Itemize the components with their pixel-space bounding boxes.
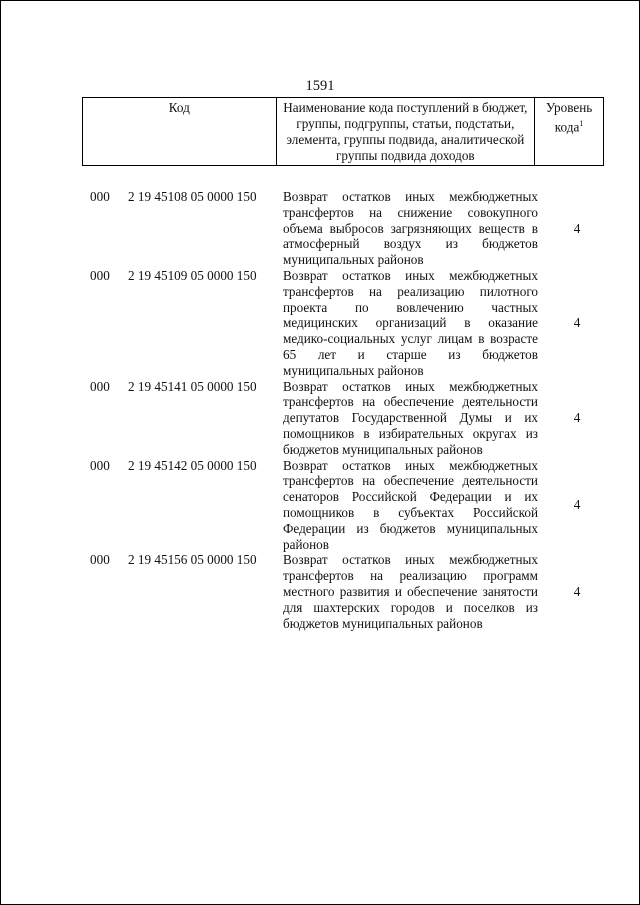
revenue-code: 2 19 45156 05 0000 150	[128, 552, 257, 568]
code-row	[90, 458, 602, 553]
code-list	[90, 189, 602, 631]
header-level-text: Уровень кода	[545, 100, 593, 135]
code-row	[90, 189, 602, 268]
code-description: Возврат остатков иных межбюджетных трансфертов на обеспечение деятельности депутатов Государственной Думы и их помощников в избирательных округах из бюджетов муниципальных районов	[283, 378, 538, 457]
header-kod: Код	[83, 98, 277, 166]
code-description: Возврат остатков иных межбюджетных трансфертов на реализацию пилотного проекта по вовлечению частных медицинских организаций в оказание медико-социальных услуг лицам в возрасте 65 лет и старше из бюджетов муниципальных районов	[283, 267, 538, 378]
code-level: 4	[573, 315, 581, 331]
code-description: Возврат остатков иных межбюджетных трансфертов на снижение совокупного объема выбросов загрязняющих веществ в атмосферный воздух из бюджетов муниципальных районов	[283, 189, 538, 268]
header-row	[83, 98, 604, 166]
revenue-code: 2 19 45142 05 0000 150	[128, 457, 257, 473]
header-level	[535, 98, 604, 166]
code-level: 4	[573, 583, 581, 599]
admin-code: 000	[90, 378, 110, 394]
code-level: 4	[573, 410, 581, 426]
admin-code: 000	[90, 189, 110, 204]
revenue-code: 2 19 45141 05 0000 150	[128, 378, 257, 394]
revenue-code: 2 19 45109 05 0000 150	[128, 267, 257, 283]
admin-code: 000	[90, 457, 110, 473]
code-row	[90, 268, 602, 379]
header-level-footnote: 1	[579, 119, 584, 128]
code-level: 4	[573, 497, 581, 513]
header-name: Наименование кода поступлений в бюджет, группы, подгруппы, статьи, подстатьи, элемента, группы подвида, аналитической группы подвида доходов	[276, 98, 535, 166]
code-description: Возврат остатков иных межбюджетных трансфертов на реализацию программ местного развития и обеспечение занятости для шахтерских городов и поселков из бюджетов муниципальных районов	[283, 552, 538, 631]
admin-code: 000	[90, 552, 110, 568]
revenue-code: 2 19 45108 05 0000 150	[128, 189, 257, 204]
code-row	[90, 552, 602, 631]
header-table	[82, 97, 604, 166]
admin-code: 000	[90, 267, 110, 283]
page-number: 1591	[305, 78, 335, 94]
code-level: 4	[573, 220, 581, 236]
code-row	[90, 379, 602, 458]
code-description: Возврат остатков иных межбюджетных трансфертов на обеспечение деятельности сенаторов Российской Федерации и их помощников в субъектах Российской Федерации из бюджетов муниципальных районов	[283, 457, 538, 552]
